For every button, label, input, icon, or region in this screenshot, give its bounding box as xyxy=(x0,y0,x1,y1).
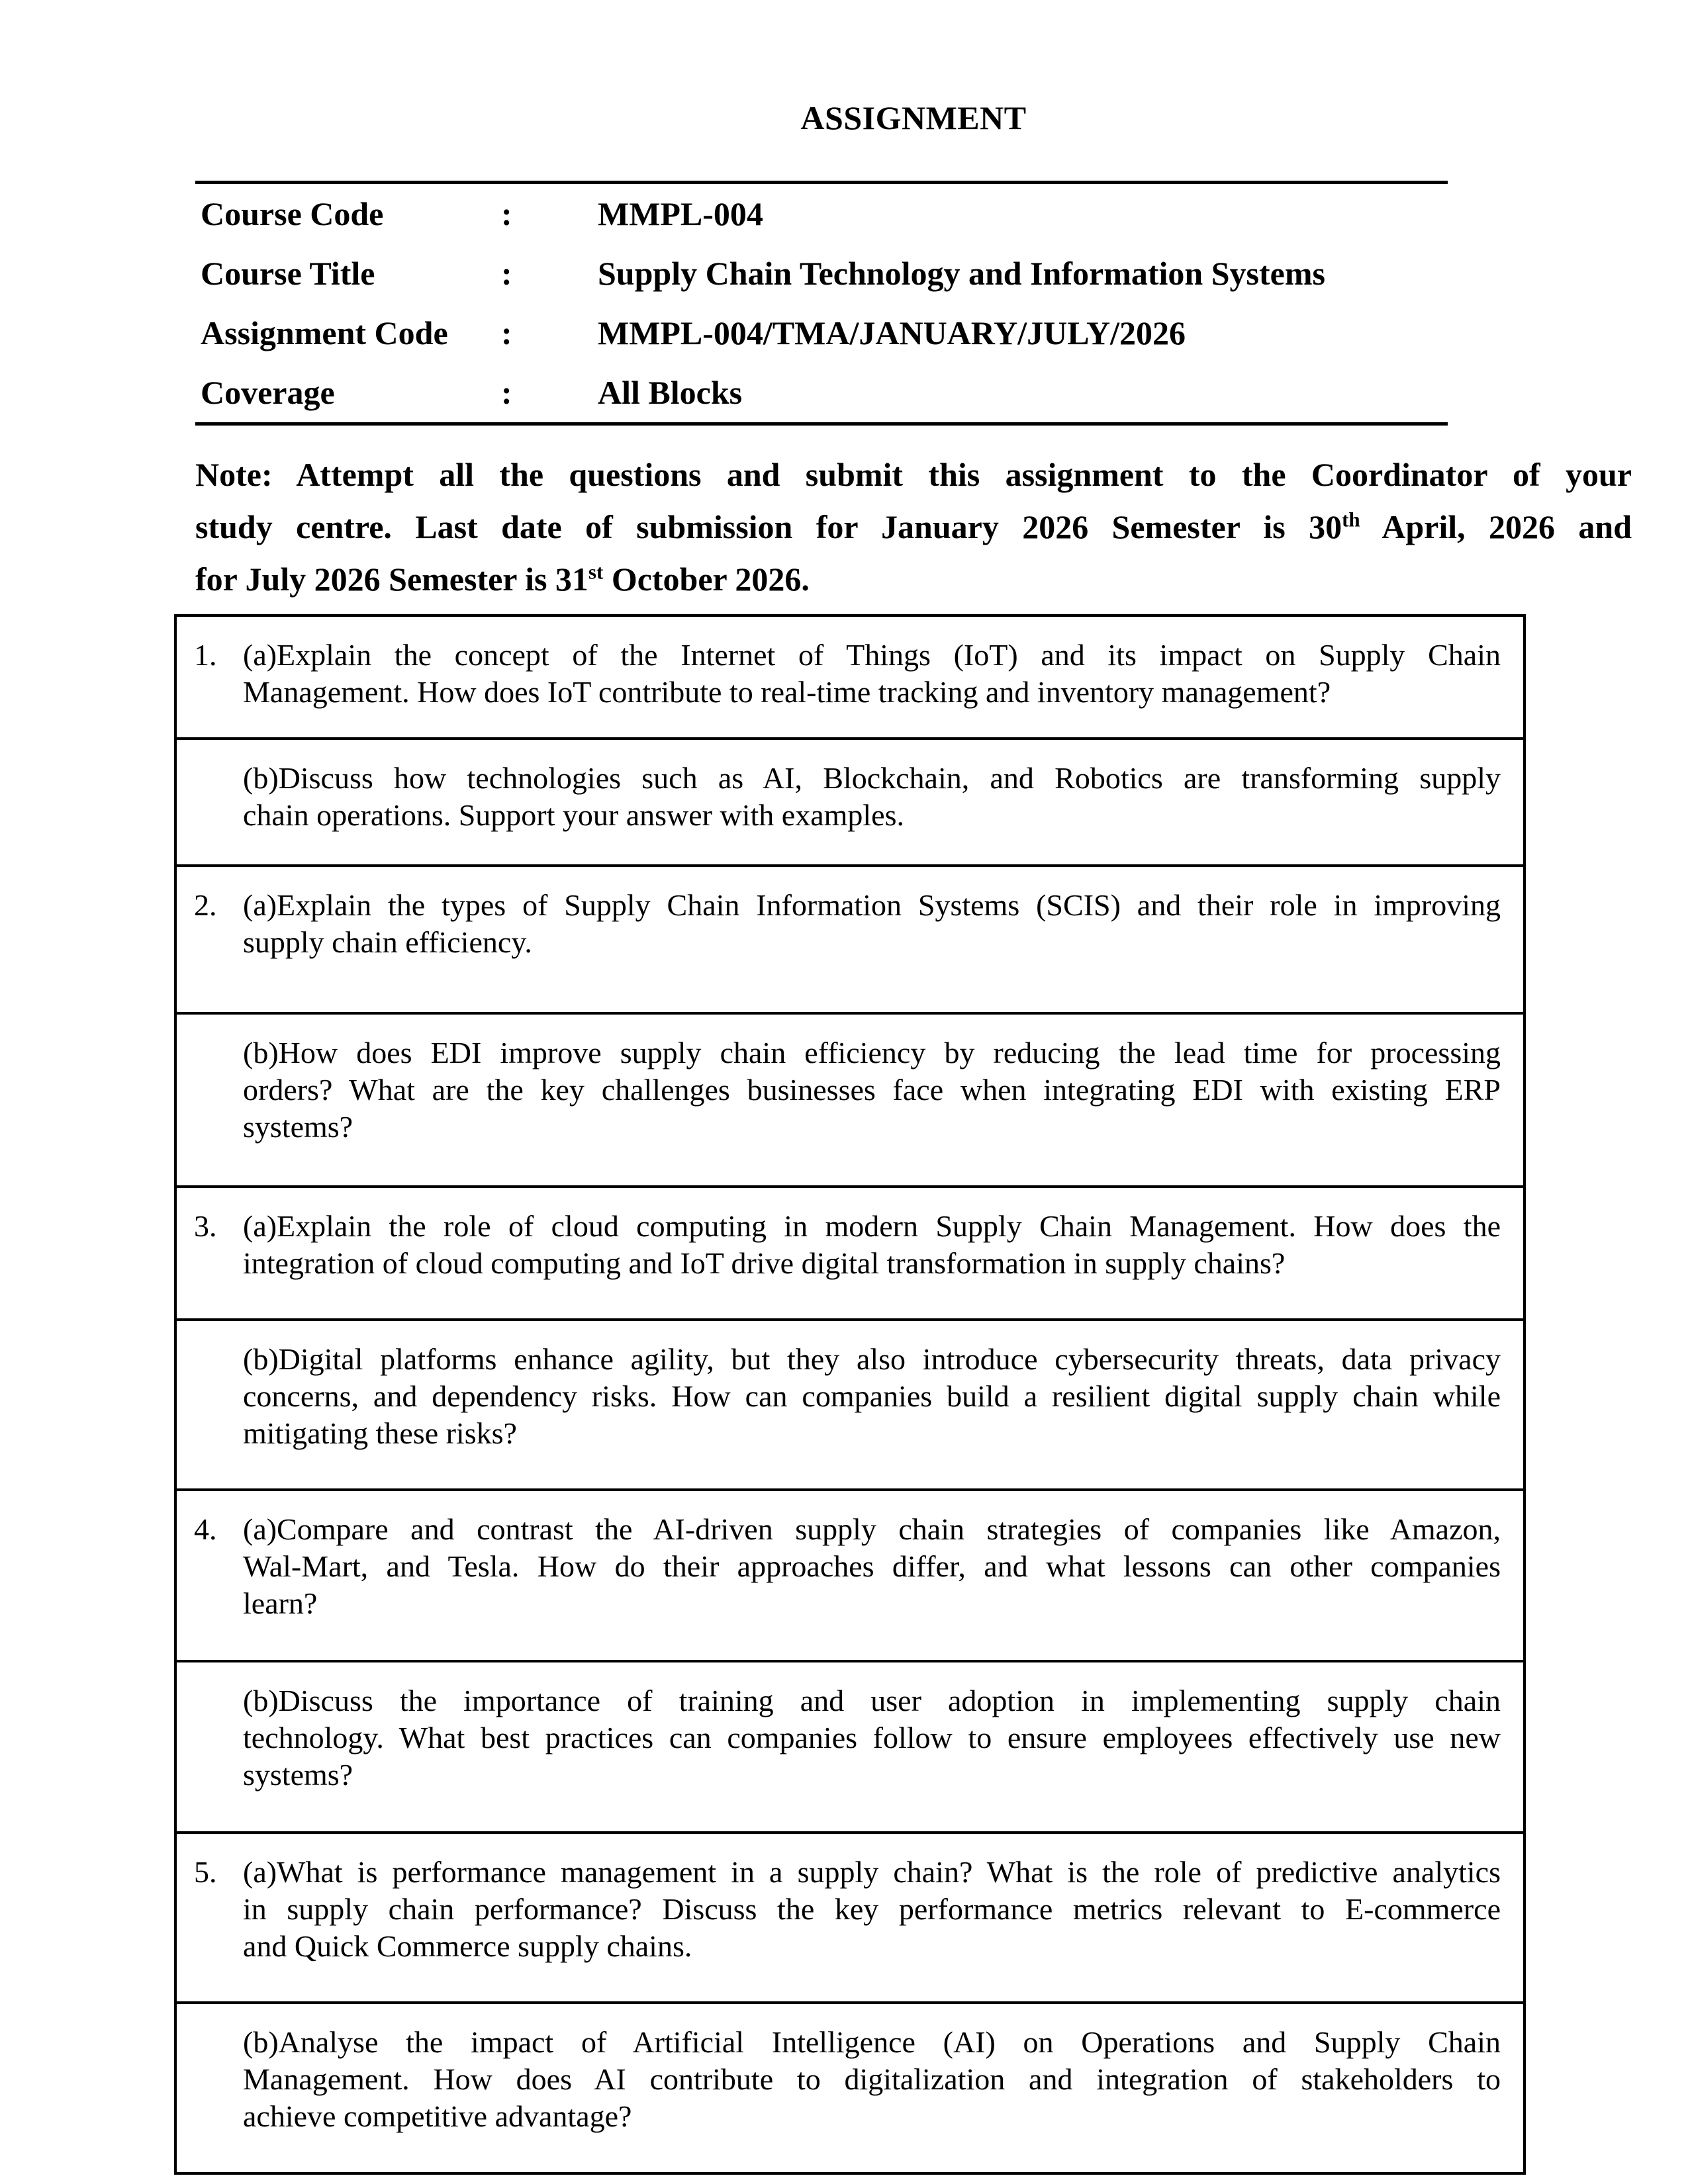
question-text-line: mitigating these risks? xyxy=(243,1416,517,1450)
question-text-line: (b)Discuss the importance of training and user adoption in implementing supply chain xyxy=(243,1684,1501,1717)
note-line-3-text: for July 2026 Semester is 31 xyxy=(195,561,588,598)
question-4a-text xyxy=(243,1511,1501,1622)
question-text-line: (a)Explain the types of Supply Chain Information Systems (SCIS) and their role in improving xyxy=(243,888,1501,922)
question-text-line: integration of cloud computing and IoT drive digital transformation in supply chains? xyxy=(243,1246,1286,1280)
question-text-line: technology. What best practices can companies follow to ensure employees effectively use new xyxy=(243,1721,1501,1754)
coverage-label: Coverage xyxy=(201,374,335,411)
question-3a-text xyxy=(243,1208,1501,1282)
note-line-2 xyxy=(195,501,1632,553)
questions-table xyxy=(174,614,1526,2175)
assignment-code-value: MMPL-004/TMA/JANUARY/JULY/2026 xyxy=(598,314,1186,351)
note-line-1: Note: Attempt all the questions and submit this assignment to the Coordinator of your xyxy=(195,456,1632,493)
question-3b-text xyxy=(243,1341,1501,1452)
question-number: 5. xyxy=(194,1855,217,1889)
course-title-row xyxy=(201,244,1448,303)
question-text-line: chain operations. Support your answer with examples. xyxy=(243,798,904,832)
question-number: 3. xyxy=(194,1209,217,1243)
question-text-line: concerns, and dependency risks. How can companies build a resilient digital supply chain while xyxy=(243,1379,1501,1413)
question-text-line: (a)Explain the role of cloud computing in modern Supply Chain Management. How does the xyxy=(243,1209,1501,1243)
question-number: 1. xyxy=(194,638,217,672)
question-text-line: orders? What are the key challenges businesses face when integrating EDI with existing ERP xyxy=(243,1073,1501,1107)
assignment-code-row xyxy=(201,303,1448,363)
assignment-code-label: Assignment Code xyxy=(201,314,448,351)
question-text-line: (b)Digital platforms enhance agility, but they also introduce cybersecurity threats, data privacy xyxy=(243,1342,1501,1376)
question-2b-cell xyxy=(175,1013,1524,1187)
question-text-line: supply chain efficiency. xyxy=(243,925,532,959)
table-row xyxy=(175,1320,1524,1490)
course-code-label: Course Code xyxy=(201,195,384,232)
question-3a-cell xyxy=(175,1187,1524,1320)
question-4b-cell xyxy=(175,1661,1524,1833)
question-number: 4. xyxy=(194,1512,217,1546)
question-text-line: (b)Analyse the impact of Artificial Intelligence (AI) on Operations and Supply Chain xyxy=(243,2025,1501,2059)
separator-colon: : xyxy=(501,195,512,232)
coverage-row xyxy=(201,363,1448,422)
course-code-row xyxy=(201,184,1448,244)
question-text-line: systems? xyxy=(243,1110,353,1144)
question-text-line: Wal-Mart, and Tesla. How do their approaches differ, and what lessons can other companies xyxy=(243,1549,1501,1583)
course-title-value: Supply Chain Technology and Information Systems xyxy=(598,255,1325,292)
table-row xyxy=(175,1187,1524,1320)
question-1a-cell xyxy=(175,615,1524,739)
course-code-value: MMPL-004 xyxy=(598,195,763,232)
question-text-line: (a)What is performance management in a supply chain? What is the role of predictive analytics xyxy=(243,1855,1501,1889)
question-text-line: Management. How does AI contribute to digitalization and integration of stakeholders to xyxy=(243,2062,1501,2096)
question-text-line: Management. How does IoT contribute to real-time tracking and inventory management? xyxy=(243,675,1331,709)
page-title: ASSIGNMENT xyxy=(800,99,1027,136)
question-5a-cell xyxy=(175,1833,1524,2003)
table-row xyxy=(175,2003,1524,2173)
question-4a-cell xyxy=(175,1490,1524,1661)
separator-colon: : xyxy=(501,255,512,292)
note-line-3 xyxy=(195,553,1632,606)
question-text-line: (b)How does EDI improve supply chain efficiency by reducing the lead time for processing xyxy=(243,1036,1501,1069)
table-row xyxy=(175,615,1524,739)
question-5b-text xyxy=(243,2024,1501,2135)
question-number: 2. xyxy=(194,888,217,922)
question-5a-text xyxy=(243,1854,1501,1965)
separator-colon: : xyxy=(501,314,512,351)
superscript-ordinal-st: st xyxy=(588,560,604,584)
superscript-ordinal-th: th xyxy=(1342,508,1360,531)
submission-note xyxy=(195,449,1632,606)
coverage-value: All Blocks xyxy=(598,374,743,411)
question-text-line: (b)Discuss how technologies such as AI, Blockchain, and Robotics are transforming supply xyxy=(243,761,1501,795)
table-row xyxy=(175,1661,1524,1833)
question-2b-text xyxy=(243,1034,1501,1146)
note-line-2-text: study centre. Last date of submission for January 2026 Semester is 30 xyxy=(195,508,1342,545)
table-row xyxy=(175,866,1524,1013)
table-row xyxy=(175,1490,1524,1661)
question-1b-text xyxy=(243,760,1501,834)
question-3b-cell xyxy=(175,1320,1524,1490)
table-row xyxy=(175,739,1524,866)
question-text-line: learn? xyxy=(243,1586,318,1620)
question-4b-text xyxy=(243,1682,1501,1794)
question-text-line: achieve competitive advantage? xyxy=(243,2099,632,2133)
question-text-line: systems? xyxy=(243,1758,353,1792)
note-line-3-tail: October 2026. xyxy=(603,561,810,598)
table-row xyxy=(175,1013,1524,1187)
question-2a-cell xyxy=(175,866,1524,1013)
question-text-line: (a)Explain the concept of the Internet of Things (IoT) and its impact on Supply Chain xyxy=(243,638,1501,672)
separator-colon: : xyxy=(501,374,512,411)
course-title-label: Course Title xyxy=(201,255,375,292)
question-2a-text xyxy=(243,887,1501,961)
question-1a-text xyxy=(243,637,1501,711)
question-1b-cell xyxy=(175,739,1524,866)
note-line-2-tail: April, 2026 and xyxy=(1360,508,1632,545)
question-5b-cell xyxy=(175,2003,1524,2173)
course-info-table xyxy=(195,181,1448,426)
table-row xyxy=(175,1833,1524,2003)
question-text-line: (a)Compare and contrast the AI-driven supply chain strategies of companies like Amazon, xyxy=(243,1512,1501,1546)
question-text-line: in supply chain performance? Discuss the key performance metrics relevant to E-commerce xyxy=(243,1892,1501,1926)
question-text-line: and Quick Commerce supply chains. xyxy=(243,1929,692,1963)
